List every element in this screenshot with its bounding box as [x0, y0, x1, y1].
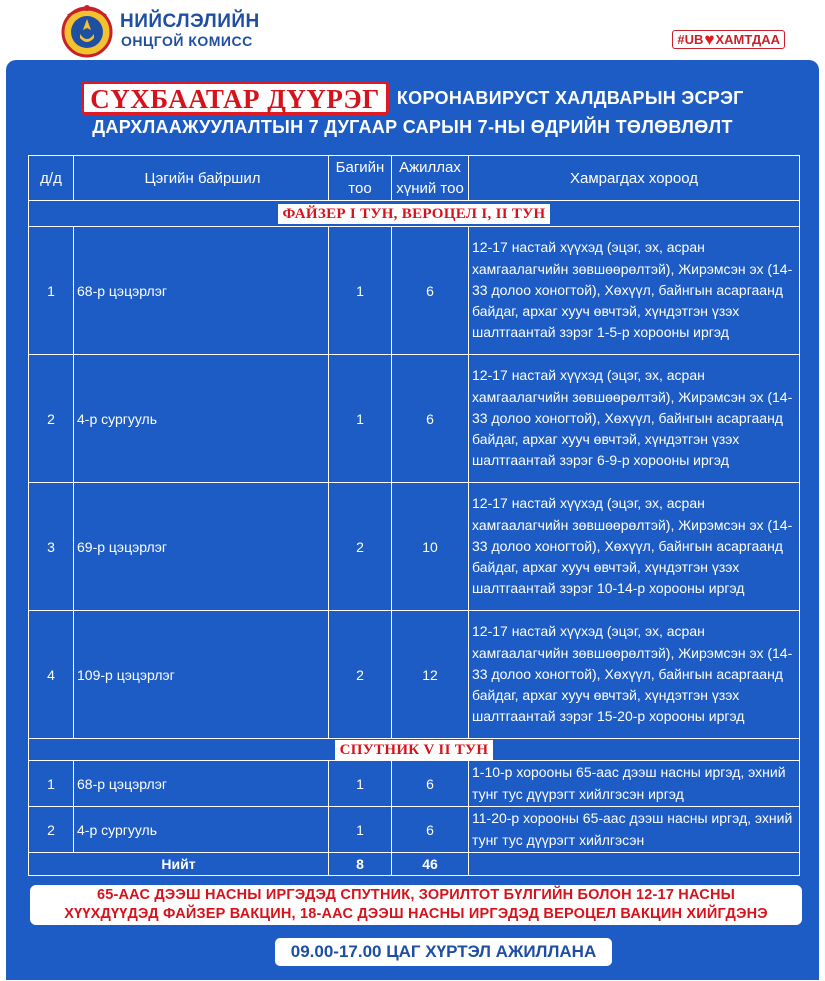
section-title: СПУТНИК V II ТУН	[335, 740, 494, 760]
row-no: 3	[29, 483, 74, 611]
table-row	[29, 807, 800, 853]
row-location: 68-р цэцэрлэг	[74, 761, 329, 807]
state-emblem-icon	[58, 4, 116, 58]
row-people: 6	[392, 761, 469, 807]
row-teams: 2	[329, 483, 392, 611]
table-row	[29, 227, 800, 355]
row-teams: 1	[329, 355, 392, 483]
row-no: 2	[29, 355, 74, 483]
row-no: 1	[29, 761, 74, 807]
row-coverage	[469, 355, 800, 483]
hashtag-right: ХАМТДАА	[715, 32, 780, 47]
vaccine-note	[30, 885, 802, 925]
total-people: 46	[392, 853, 469, 876]
table-header-row	[29, 156, 800, 201]
table-row	[29, 355, 800, 483]
note-line1: 65-ААС ДЭЭШ НАСНЫ ИРГЭДЭД СПУТНИК, ЗОРИЛТОТ БҮЛГИЙН БОЛОН 12-17 НАСНЫ	[96, 887, 736, 903]
row-people: 6	[392, 355, 469, 483]
header-location: Цэгийн байршил	[74, 156, 329, 201]
row-coverage	[469, 761, 800, 807]
hashtag-left: #UB	[677, 32, 704, 47]
row-coverage	[469, 483, 800, 611]
header-coverage: Хамрагдах хороод	[469, 156, 800, 201]
org-name-line1: НИЙСЛЭЛИЙН	[120, 11, 260, 32]
row-people: 12	[392, 611, 469, 739]
hashtag-badge	[672, 30, 785, 49]
row-teams: 2	[329, 611, 392, 739]
header-teams-line1: Багийн	[335, 159, 385, 176]
row-teams: 1	[329, 761, 392, 807]
heart-icon: ♥	[704, 29, 715, 49]
header-teams	[329, 156, 392, 201]
row-location: 4-р сургууль	[74, 807, 329, 853]
header-no: д/д	[29, 156, 74, 201]
section-row	[29, 201, 800, 227]
title-row	[0, 80, 825, 116]
working-hours: 09.00-17.00 ЦАГ ХҮРТЭЛ АЖИЛЛАНА	[275, 938, 612, 966]
row-teams: 1	[329, 227, 392, 355]
row-coverage-text: 11-20-р хорооны 65-аас дээш насны иргэд, эхний тунг тус дүүрэгт хийлгэсэн	[472, 810, 793, 848]
org-name-line2: ОНЦГОЙ КОМИСС	[121, 33, 253, 49]
total-label: Нийт	[29, 853, 329, 876]
row-teams: 1	[329, 807, 392, 853]
vaccination-plan-table	[28, 155, 800, 876]
header-people	[392, 156, 469, 201]
total-empty	[469, 853, 800, 876]
header-people-line1: Ажиллах	[399, 159, 461, 176]
row-location: 4-р сургууль	[74, 355, 329, 483]
total-row	[29, 853, 800, 876]
row-no: 4	[29, 611, 74, 739]
row-coverage-text: 1-10-р хорооны 65-аас дээш насны иргэд, эхний тунг тус дүүрэгт хийлгэсэн иргэд	[472, 764, 786, 802]
section-cell	[29, 739, 800, 761]
row-coverage-text: 12-17 настай хүүхэд (эцэг, эх, асран хамгаалагчийн зөвшөөрөлтэй), Жирэмсэн эх (14-33 долоо хоногтой), Хөхүүл, байнгын асаргаанд байдаг, архаг хууч өвчтэй, хүндэтгэн үзэх шалтгаантай зэрэг 15-20-р хорооны иргэд	[472, 623, 793, 725]
title-line2: ДАРХЛААЖУУЛАЛТЫН 7 ДУГААР САРЫН 7-НЫ ӨДРИЙН ТӨЛӨВЛӨЛТ	[92, 117, 733, 137]
row-no: 2	[29, 807, 74, 853]
row-coverage	[469, 611, 800, 739]
row-coverage	[469, 227, 800, 355]
row-people: 10	[392, 483, 469, 611]
header-people-line2: хүний тоо	[396, 180, 464, 197]
note-line2: ХҮҮХДҮҮДЭД ФАЙЗЕР ВАКЦИН, 18-ААС ДЭЭШ НАСНЫ ИРГЭДЭД ВЕРОЦЕЛ ВАКЦИН ХИЙГДЭНЭ	[64, 906, 768, 922]
table-row	[29, 761, 800, 807]
total-teams: 8	[329, 853, 392, 876]
section-row	[29, 739, 800, 761]
row-people: 6	[392, 807, 469, 853]
row-coverage-text: 12-17 настай хүүхэд (эцэг, эх, асран хамгаалагчийн зөвшөөрөлтэй), Жирэмсэн эх (14-33 долоо хоногтой), Хөхүүл, байнгын асаргаанд байдаг, архаг хууч өвчтэй, хүндэтгэн үзэх шалтгаантай зэрэг 6-9-р хорооны иргэд	[472, 367, 793, 469]
section-title: ФАЙЗЕР I ТУН, ВЕРОЦЕЛ I, II ТУН	[278, 204, 551, 224]
row-location: 69-р цэцэрлэг	[74, 483, 329, 611]
district-name: СҮХБААТАР ДҮҮРЭГ	[81, 81, 389, 115]
row-location: 109-р цэцэрлэг	[74, 611, 329, 739]
row-coverage-text: 12-17 настай хүүхэд (эцэг, эх, асран хамгаалагчийн зөвшөөрөлтэй), Жирэмсэн эх (14-33 долоо хоногтой), Хөхүүл, байнгын асаргаанд байдаг, архаг хууч өвчтэй, хүндэтгэн үзэх шалтгаантай зэрэг 1-5-р хорооны иргэд	[472, 239, 793, 341]
row-people: 6	[392, 227, 469, 355]
table-row	[29, 611, 800, 739]
row-no: 1	[29, 227, 74, 355]
row-coverage-text: 12-17 настай хүүхэд (эцэг, эх, асран хамгаалагчийн зөвшөөрөлтэй), Жирэмсэн эх (14-33 долоо хоногтой), Хөхүүл, байнгын асаргаанд байдаг, архаг хууч өвчтэй, хүндэтгэн үзэх шалтгаантай зэрэг 10-14-р хорооны иргэд	[472, 495, 793, 597]
row-location: 68-р цэцэрлэг	[74, 227, 329, 355]
header-teams-line2: тоо	[348, 180, 372, 197]
row-coverage	[469, 807, 800, 853]
title-line1: КОРОНАВИРУСТ ХАЛДВАРЫН ЭСРЭГ	[396, 87, 744, 108]
section-cell	[29, 201, 800, 227]
table-row	[29, 483, 800, 611]
